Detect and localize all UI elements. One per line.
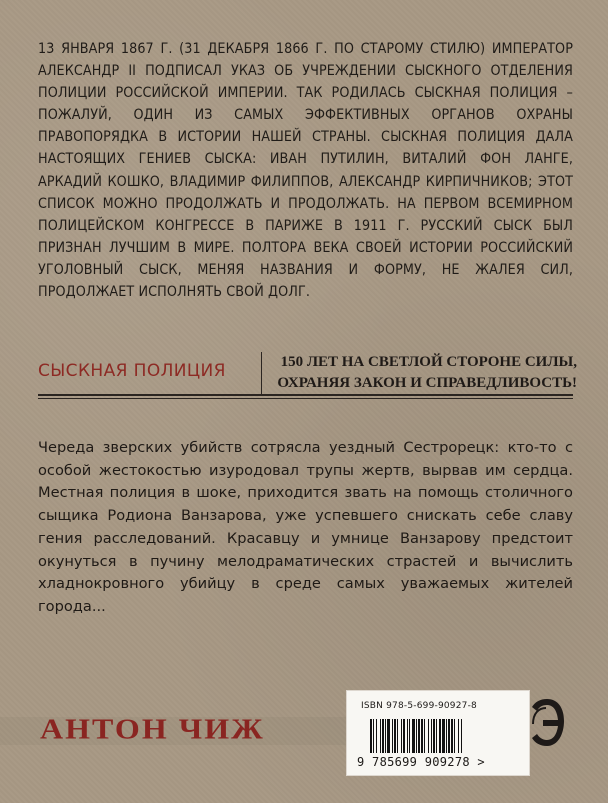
series-divider	[261, 352, 262, 396]
barcode-bar	[431, 719, 432, 753]
series-rule-thick	[38, 394, 573, 396]
barcode-bar	[409, 719, 410, 753]
series-banner	[38, 352, 577, 391]
barcode-bar	[421, 719, 423, 753]
barcode-bar	[433, 719, 435, 753]
barcode-bar	[401, 719, 402, 753]
barcode-bar	[403, 719, 405, 753]
barcode-bar	[446, 719, 447, 753]
series-rule-thin	[38, 398, 573, 399]
barcode-bar	[392, 719, 393, 753]
series-slogan	[271, 352, 577, 394]
barcode-bar	[461, 719, 462, 753]
series-name: СЫСКНАЯ ПОЛИЦИЯ	[38, 361, 226, 381]
barcode-bar	[387, 719, 390, 753]
barcode-icon	[370, 719, 512, 753]
barcode-bar	[376, 719, 377, 753]
barcode-bar	[373, 719, 374, 753]
barcode-bar	[424, 719, 425, 753]
barcode-bar	[394, 719, 396, 753]
barcode-bar	[418, 719, 420, 753]
barcode-bar	[458, 719, 459, 753]
author-name: АНТОН ЧИЖ	[40, 713, 265, 745]
barcode-bar	[385, 719, 386, 753]
series-slogan-line-2: ОХРАНЯЯ ЗАКОН И СПРАВЕДЛИВОСТЬ!	[277, 375, 577, 391]
barcode-bar	[370, 719, 372, 753]
barcode-bar	[442, 719, 445, 753]
barcode-bar	[436, 719, 437, 753]
barcode-bar	[382, 719, 384, 753]
barcode-bar	[412, 719, 415, 753]
barcode-bar	[454, 719, 455, 753]
barcode-number: 9 785699 909278 >	[357, 755, 485, 769]
barcode-bar	[407, 719, 408, 753]
isbn-label: ISBN 978-5-699-90927-8	[361, 701, 477, 711]
book-annotation: Череда зверских убийств сотрясла уездный Сестрорецк: кто-то с особой жестокостью изуродовал трупы жертв, вырвав им сердца. Местная полиция в шоке, приходится звать на помощь столичного сыщика Родиона Ванзарова, уже успевшего снискать себе славу гения расследований. Красавцу и умнице Ванзарову предстоит окунуться в пучину мелодраматических страстей и вычислить хладнокровного убийцу в среде самых уважаемых жителей города...	[38, 439, 573, 615]
barcode-bar	[439, 719, 441, 753]
barcode-bar	[416, 719, 417, 753]
barcode-bar	[451, 719, 453, 753]
series-slogan-line-1: 150 ЛЕТ НА СВЕТЛОЙ СТОРОНЕ СИЛЫ,	[280, 354, 577, 370]
barcode-bar	[448, 719, 450, 753]
eksmo-logo-icon	[527, 695, 567, 751]
barcode-box	[346, 690, 530, 776]
series-intro-text: 13 ЯНВАРЯ 1867 Г. (31 ДЕКАБРЯ 1866 Г. ПО СТАРОМУ СТИЛЮ) ИМПЕРАТОР АЛЕКСАНДР II ПОДПИСАЛ УКАЗ ОБ УЧРЕЖДЕНИИ СЫСКНОГО ОТДЕЛЕНИЯ ПОЛИЦИИ РОССИЙСКОЙ ИМПЕРИИ. ТАК РОДИЛАСЬ СЫСКНАЯ ПОЛИЦИЯ – ПОЖАЛУЙ, ОДИН ИЗ САМЫХ ЭФФЕКТИВНЫХ ОРГАНОВ ОХРАНЫ ПРАВОПОРЯДКА В ИСТОРИИ НАШЕЙ СТРАНЫ. СЫСКНАЯ ПОЛИЦИЯ ДАЛА НАСТОЯЩИХ ГЕНИЕВ СЫСКА: ИВАН ПУТИЛИН, ВИТАЛИЙ ФОН ЛАНГЕ, АРКАДИЙ КОШКО, ВЛАДИМИР ФИЛИППОВ, АЛЕКСАНДР КИРПИЧНИКОВ; ЭТОТ СПИСОК МОЖНО ПРОДОЛЖАТЬ И ПРОДОЛЖАТЬ. НА ПЕРВОМ ВСЕМИРНОМ ПОЛИЦЕЙСКОМ КОНГРЕССЕ В ПАРИЖЕ В 1911 Г. РУССКИЙ СЫСК БЫЛ ПРИЗНАН ЛУЧШИМ В МИРЕ. ПОЛТОРА ВЕКА СВОЕЙ ИСТОРИИ РОССИЙСКИЙ УГОЛОВНЫЙ СЫСК, МЕНЯЯ НАЗВАНИЯ И ФОРМУ, НЕ ЖАЛЕЯ СИЛ, ПРОДОЛЖАЕТ ИСПОЛНЯТЬ СВОЙ ДОЛГ.	[38, 41, 573, 301]
barcode-bar	[428, 719, 429, 753]
barcode-bar	[380, 719, 381, 753]
barcode-bar	[397, 719, 398, 753]
